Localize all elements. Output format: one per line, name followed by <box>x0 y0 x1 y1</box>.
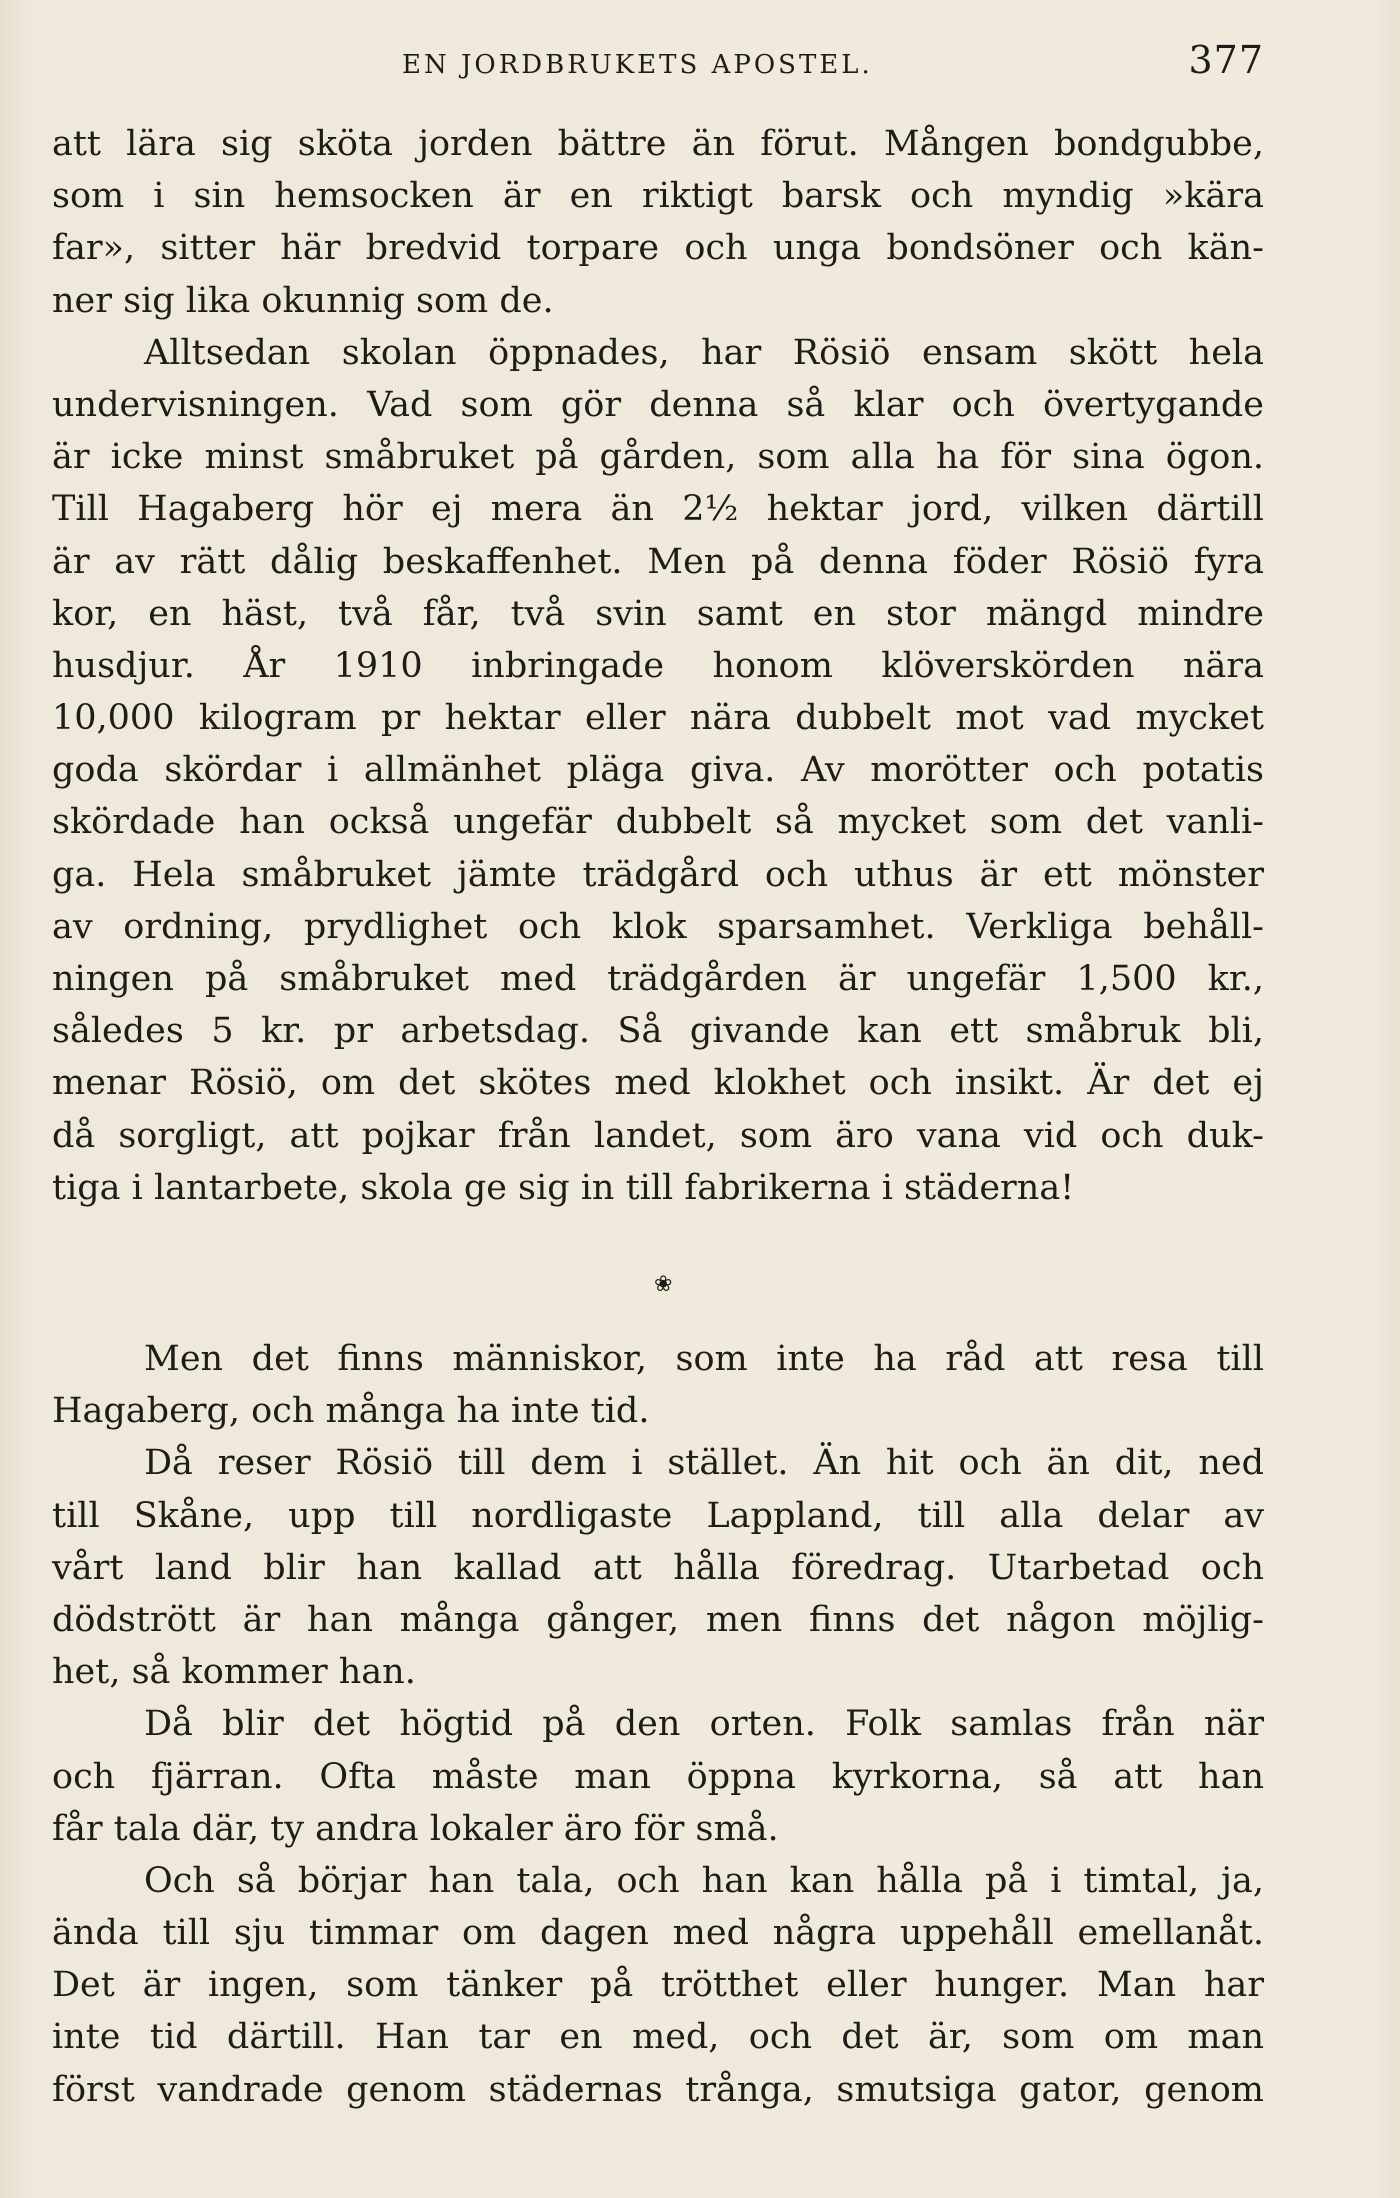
text-line: husdjur. År 1910 inbringade honom klöverskörden nära <box>52 645 1264 686</box>
text-line: som i sin hemsocken är en riktigt barsk och myndig »kära <box>52 176 1264 217</box>
text-line: är av rätt dålig beskaffenhet. Men på denna föder Rösiö fyra <box>52 541 1264 582</box>
text-line: skördade han också ungefär dubbelt så mycket som det vanli- <box>52 802 1264 843</box>
text-line: är icke minst småbruket på gården, som alla ha för sina ögon. <box>52 437 1264 478</box>
text-line: således 5 kr. pr arbetsdag. Så givande kan ett småbruk bli, <box>52 1011 1264 1052</box>
text-line: Till Hagaberg hör ej mera än 2½ hektar jord, vilken därtill <box>52 489 1264 530</box>
text-line: ga. Hela småbruket jämte trädgård och uthus är ett mönster <box>52 854 1264 895</box>
text-line: kor, en häst, två får, två svin samt en stor mängd mindre <box>52 593 1264 634</box>
text-line: att lära sig sköta jorden bättre än förut. Mången bondgubbe, <box>52 124 1264 164</box>
text-line: Men det finns människor, som inte ha råd att resa till <box>144 1339 1264 1379</box>
text-line: Alltsedan skolan öppnades, har Rösiö ensam skött hela <box>144 332 1264 373</box>
text-line: Då reser Rösiö till dem i stället. Än hit och än dit, ned <box>144 1443 1264 1484</box>
text-line: Och så börjar han tala, och han kan hålla på i timtal, ja, <box>144 1860 1264 1901</box>
text-line: Då blir det högtid på den orten. Folk samlas från när <box>144 1704 1264 1745</box>
text-line: far», sitter här bredvid torpare och unga bondsöner och kän- <box>52 228 1264 269</box>
text-line: dödstrött är han många gånger, men finns det någon möjlig- <box>52 1599 1264 1640</box>
text-line: 10,000 kilogram pr hektar eller nära dubbelt mot vad mycket <box>52 698 1264 739</box>
text-line: och fjärran. Ofta måste man öppna kyrkorna, så att han <box>52 1756 1264 1797</box>
text-line: tiga i lantarbete, skola ge sig in till fabrikerna i städerna! <box>52 1167 1075 1208</box>
text-line: av ordning, prydlighet och klok sparsamhet. Verkliga behåll- <box>52 906 1264 947</box>
text-line: vårt land blir han kallad att hålla föredrag. Utarbetad och <box>52 1547 1264 1588</box>
text-line: goda skördar i allmänhet pläga giva. Av morötter och potatis <box>52 750 1264 791</box>
text-line: ningen på småbruket med trädgården är ungefär 1,500 kr., <box>52 959 1264 999</box>
text-line: då sorgligt, att pojkar från landet, som äro vana vid och duk- <box>52 1115 1264 1156</box>
text-line: först vandrade genom städernas trånga, smutsiga gator, genom <box>52 2069 1264 2110</box>
running-title: EN JORDBRUKETS APOSTEL. <box>402 50 873 80</box>
page-header <box>52 34 1264 90</box>
text-line: inte tid därtill. Han tar en med, och det är, som om man <box>52 2017 1264 2058</box>
section-ornament: ❀ <box>654 1272 673 1297</box>
text-line: ner sig lika okunnig som de. <box>52 280 554 321</box>
page-number: 377 <box>1188 38 1264 82</box>
text-line: undervisningen. Vad som gör denna så klar och övertygande <box>52 384 1264 425</box>
text-line: Det är ingen, som tänker på trötthet eller hunger. Man har <box>52 1965 1264 2006</box>
text-line: Hagaberg, och många ha inte tid. <box>52 1391 650 1432</box>
text-line: till Skåne, upp till nordligaste Lappland, till alla delar av <box>52 1495 1264 1536</box>
text-line: får tala där, ty andra lokaler äro för små. <box>52 1808 779 1849</box>
text-block-1 <box>52 118 1264 1214</box>
text-line: het, så kommer han. <box>52 1652 416 1693</box>
text-line: menar Rösiö, om det skötes med klokhet och insikt. Är det ej <box>52 1063 1264 1104</box>
text-line: ända till sju timmar om dagen med några uppehåll emellanåt. <box>52 1913 1264 1954</box>
text-block-2 <box>52 1333 1264 2116</box>
